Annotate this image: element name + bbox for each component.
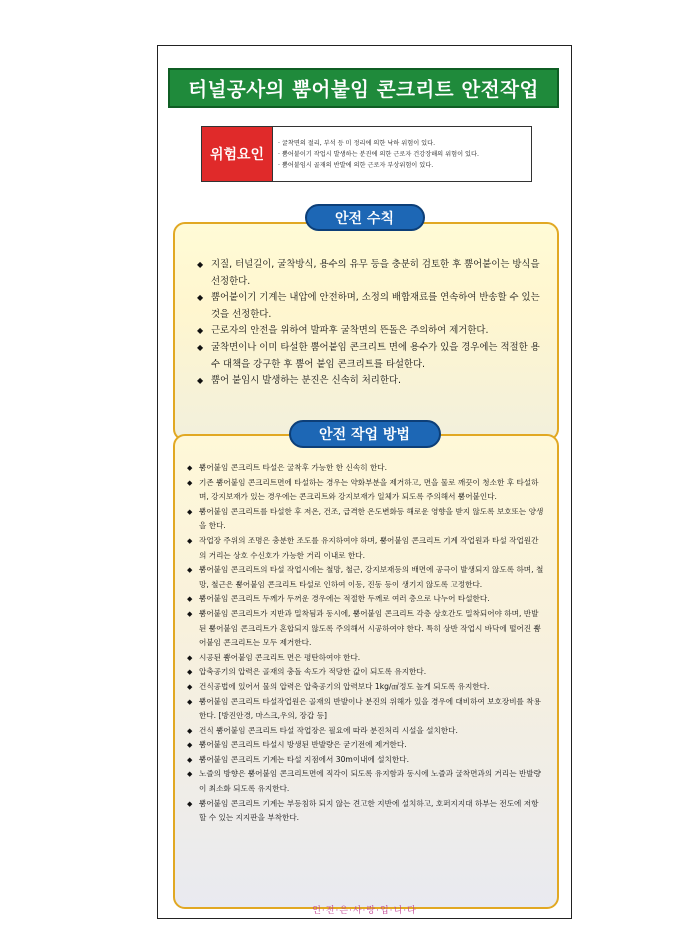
hazard-label: 위험요인 (202, 127, 273, 181)
list-item: ◆ 뿜어붙임 콘크리트 두께가 두꺼운 경우에는 적절한 두께로 여러 층으로 나누어 타설한다. (187, 592, 545, 607)
list-item: ◆ 뿜어붙임 콘크리트를 타설한 후 저온, 건조, 급격한 온도변화등 해로운 영향을 받지 않도록 보호또는 양생을 한다. (187, 505, 545, 534)
list-item: ◆ 시공된 뿜어붙임 콘크리트 면은 평탄하여야 한다. (187, 651, 545, 666)
list-item: ◆ 뿜어붙임 콘크리트 타설시 방생된 반발량은 굳기전에 제거한다. (187, 738, 545, 753)
safety-rules-list (197, 257, 543, 390)
list-item: ◆ 굴착면이나 이미 타설한 뿜어붙임 콘크리트 면에 용수가 있을 경우에는 적절한 용수 대책을 강구한 후 뿜어 붙임 콘크리트를 타설한다. (197, 340, 543, 373)
list-item: ◆ 기존 뿜어붙임 콘크리트면에 타설하는 경우는 약화부분을 제거하고, 면을 물로 깨끗이 청소한 후 타설하며, 강지보재가 있는 경우에는 콘크리트와 강지보재가 일체가 되도록 주의해서 뿜어붙인다. (187, 476, 545, 505)
hazard-item: · 뿜어붙임시 골재의 반발에 의한 근로자 부상위험이 있다. (278, 162, 434, 169)
hazard-item: · 굴착면의 절리, 부석 등 미 정리에 의한 낙하 위험이 있다. (278, 140, 436, 147)
safety-rules-panel (173, 222, 559, 441)
list-item: ◆ 건식공법에 있어서 물의 압력은 압축공기의 압력보다 1kg/㎠정도 높게 되도록 유지한다. (187, 680, 545, 695)
list-item: ◆ 뿜어붙임 콘크리트 기계는 타설 지점에서 30m이내에 설치한다. (187, 753, 545, 768)
safe-work-methods-panel (173, 434, 559, 909)
list-item: ◆ 노즐의 방향은 뿜어붙임 콘크리트면에 직각이 되도록 유지함과 동시에 노즐과 굴착면과의 거리는 반발량이 최소화 되도록 유지한다. (187, 767, 545, 796)
list-item: ◆ 뿜어 붙임시 발생하는 분진은 신속히 처리한다. (197, 373, 543, 390)
list-item: ◆ 뿜어붙임 콘크리트 타설은 굴착후 가능한 한 신속히 한다. (187, 461, 545, 476)
list-item: ◆ 뿜어붙임 콘크리트가 지반과 밀착됨과 동시에, 뿜어붙임 콘크리트 각층 상호간도 밀착되어야 하며, 반발된 뿜어붙임 콘크리트가 혼합되지 않도록 주의해서 시공하여야 한다. 특히 상반 작업시 바닥에 떨어진 뿜어붙임 콘크리트는 모두 제거한다. (187, 607, 545, 651)
list-item: ◆ 근로자의 안전을 위하여 발파후 굴착면의 뜬돌은 주의하여 제거한다. (197, 323, 543, 340)
hazard-item: · 뿜어붙이기 작업시 발생하는 분진에 의한 근로자 건강장해의 위험이 있다. (278, 151, 479, 158)
safe-work-methods-list (187, 461, 545, 826)
list-item: ◆ 뿜어붙임 콘크리트 기계는 부등침하 되지 않는 견고한 지반에 설치하고, 호퍼지지대 하부는 전도에 저항할 수 있는 지지판을 부착한다. (187, 797, 545, 826)
poster-slogan: 인·전·은·사·랑·입·니·다 (312, 906, 417, 916)
list-item: ◆ 압축공기의 압력은 골재의 충돌 속도가 적당한 값이 되도록 유지한다. (187, 665, 545, 680)
list-item: ◆ 작업장 주위의 조명은 충분한 조도를 유지하여야 하며, 뿜어붙임 콘크리트 기계 작업원과 타설 작업원간의 거리는 상호 수신호가 가능한 거리 이내로 한다. (187, 534, 545, 563)
safe-work-methods-heading: 안전 작업 방법 (289, 420, 441, 448)
safety-rules-heading: 안전 수칙 (305, 204, 425, 231)
hazard-list (273, 127, 531, 181)
list-item: ◆ 건식 뿜어붙임 콘크리트 타설 작업장은 필요에 따라 분진처리 시설을 설치한다. (187, 724, 545, 739)
list-item: ◆ 뿜어붙임 콘크리트의 타설 작업시에는 철망, 철근, 강지보재등의 배면에 공극이 발생되지 않도록 하며, 철망, 철근은 뿜어붙임 콘크리트 타설로 인하여 이동, 진동 등이 생기지 않도록 고정한다. (187, 563, 545, 592)
list-item: ◆ 뿜어붙임 콘크리트 타설작업원은 골재의 반발이나 분진의 위해가 있을 경우에 대비하여 보호장비를 착용한다. [방진안경, 마스크,우의, 장갑 등] (187, 695, 545, 724)
poster-title: 터널공사의 뿜어붙임 콘크리트 안전작업 (168, 68, 559, 108)
safety-poster (157, 45, 572, 919)
list-item: ◆ 뿜어붙이기 기계는 내압에 안전하며, 소정의 배합재료를 연속하여 반송할 수 있는 것을 선정한다. (197, 290, 543, 323)
list-item: ◆ 지질, 터널길이, 굴착방식, 용수의 유무 등을 충분히 검토한 후 뿜어붙이는 방식을 선정한다. (197, 257, 543, 290)
hazard-box (201, 126, 532, 182)
